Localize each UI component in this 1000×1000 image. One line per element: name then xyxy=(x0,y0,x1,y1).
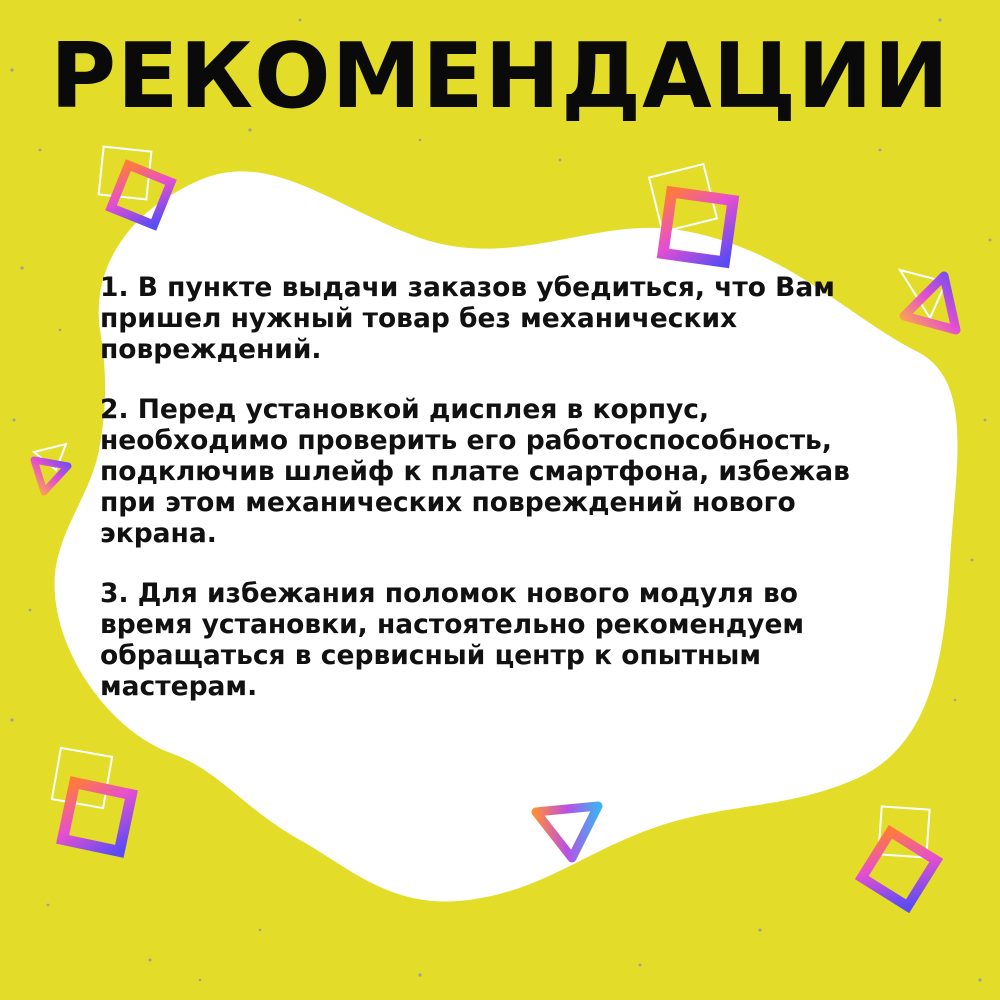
recommendation-item-2: 2. Перед установкой дисплея в корпус, необходимо проверить его работоспособность, подключив шлейф к плате смартфона, избежав при этом механических повреждений нового экрана. xyxy=(100,394,850,549)
recommendations-list xyxy=(100,272,890,731)
square-shape-bottom-left xyxy=(52,748,132,852)
triangle-shape-left xyxy=(34,444,68,492)
triangle-shape-right xyxy=(900,270,956,330)
square-shape-bottom-right xyxy=(862,806,936,906)
recommendation-item-3: 3. Для избежания поломок нового модуля во время установки, настоятельно рекомендуем обращаться в сервисный центр к опытным мастерам. xyxy=(100,578,805,702)
square-shape-top-left xyxy=(99,147,171,225)
page-title: РЕКОМЕНДАЦИИ xyxy=(50,24,950,129)
recommendation-item-1: 1. В пункте выдачи заказов убедиться, что Вам пришел нужный товар без механических повреждений. xyxy=(100,272,835,365)
